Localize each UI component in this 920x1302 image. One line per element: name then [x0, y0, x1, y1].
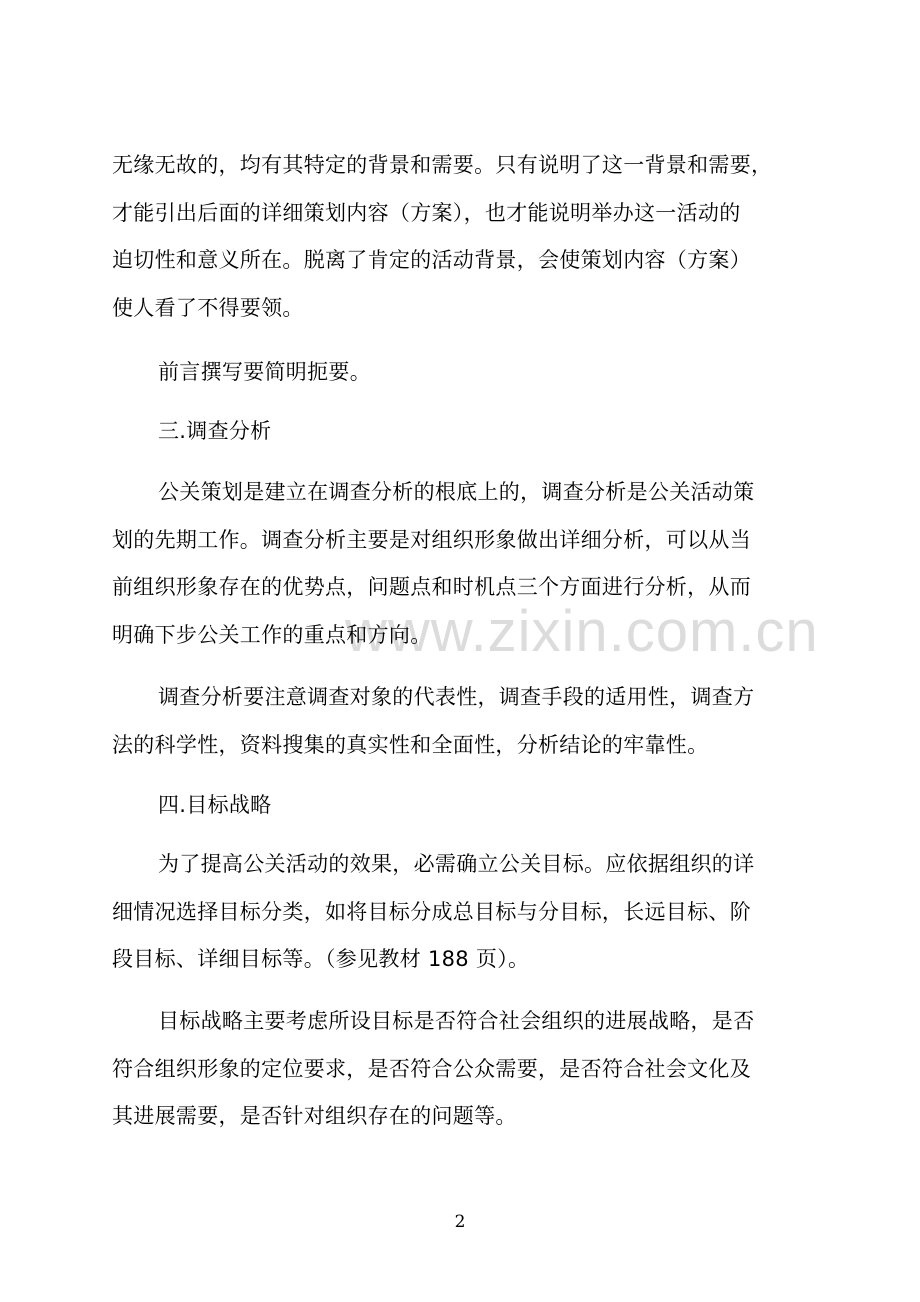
- text-line: 使人看了不得要领。: [112, 295, 304, 320]
- section-heading: 四.目标战略: [158, 793, 272, 817]
- text-line: 明确下步公关工作的重点和方向。: [112, 622, 432, 647]
- text-line: 迫切性和意义所在。脱离了肯定的活动背景，会使策划内容（方案）: [112, 248, 751, 272]
- text-line: 无缘无故的，均有其特定的背景和需要。只有说明了这一背景和需要，: [112, 153, 773, 177]
- section-heading: 三.调查分析: [158, 419, 272, 443]
- paragraph-background-continuation: [112, 142, 832, 332]
- text-line: 为了提高公关活动的效果，必需确立公关目标。应依据组织的详: [158, 852, 755, 876]
- watermark-text: www.zixin.com.cn: [345, 599, 819, 664]
- section-heading-goals: [112, 782, 832, 830]
- text-line: 段目标、详细目标等。（参见教材 188 页）。: [112, 947, 530, 971]
- page-number: 2: [454, 1212, 466, 1232]
- text-line: 公关策划是建立在调查分析的根底上的，调查分析是公关活动策: [158, 480, 755, 504]
- paragraph-goal-1: [112, 841, 832, 984]
- text-line: 目标战略主要考虑所设目标是否符合社会组织的进展战略，是否: [158, 1009, 755, 1033]
- text-line: 前言撰写要简明扼要。: [158, 360, 371, 384]
- text-line: 细情况选择目标分类，如将目标分成总目标与分目标，长远目标、阶: [112, 899, 751, 924]
- text-line: 其进展需要，是否针对组织存在的问题等。: [112, 1104, 517, 1128]
- paragraph-survey-analysis-1: [112, 469, 832, 659]
- text-line: 法的科学性，资料搜集的真实性和全面性，分析结论的牢靠性。: [112, 732, 709, 757]
- paragraph-survey-analysis-2: [112, 674, 832, 769]
- text-line: 才能引出后面的详细策划内容（方案），也才能说明举办这一活动的: [112, 200, 741, 225]
- section-heading-survey: [112, 408, 832, 456]
- text-line: 符合组织形象的定位要求，是否符合公众需要，是否符合社会文化及: [112, 1056, 751, 1081]
- text-line: 前组织形象存在的优势点，问题点和时机点三个方面进行分析，从而: [112, 575, 751, 599]
- paragraph-preface-note: [112, 349, 832, 397]
- paragraph-goal-2: [112, 998, 832, 1141]
- text-line: 调查分析要注意调查对象的代表性，调查手段的适用性，调查方: [158, 685, 755, 709]
- text-line: 划的先期工作。调查分析主要是对组织形象做出详细分析，可以从当: [112, 527, 751, 552]
